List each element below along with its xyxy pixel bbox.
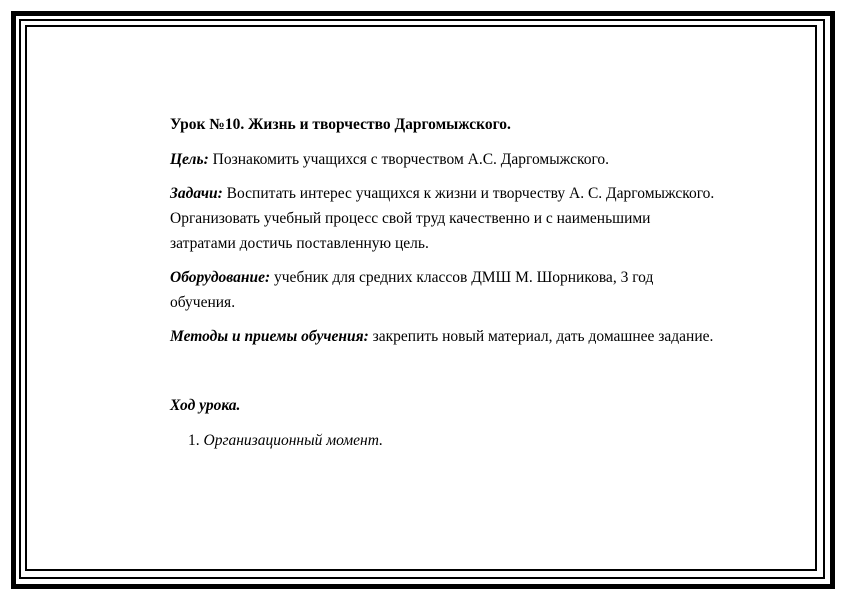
methods-text: закрепить новый материал, дать домашнее задание. <box>368 328 714 345</box>
equipment-label: Оборудование: <box>170 269 271 286</box>
goal-paragraph <box>170 147 715 172</box>
list-item-number: 1. <box>188 432 200 449</box>
goal-label: Цель: <box>170 151 209 168</box>
lesson-title: Урок №10. Жизнь и творчество Даргомыжского. <box>170 116 511 133</box>
list-item <box>170 428 715 453</box>
equipment-text: учебник для средних классов ДМШ М. Шорникова, 3 год обучения. <box>170 269 654 311</box>
methods-label: Методы и приемы обучения: <box>170 328 369 345</box>
tasks-label: Задачи: <box>170 185 223 202</box>
document-body <box>170 112 715 453</box>
course-title: Ход урока. <box>170 397 241 414</box>
tasks-text: Воспитать интерес учащихся к жизни и творчеству А. С. Даргомыжского. Организовать учебный процесс свой труд качественно и с наименьшими затратами достичь поставленную цель. <box>170 185 715 252</box>
methods-paragraph <box>170 324 715 349</box>
list-item-text: Организационный момент. <box>203 432 383 449</box>
equipment-paragraph <box>170 265 715 315</box>
tasks-paragraph <box>170 181 715 256</box>
goal-text: Познакомить учащихся с творчеством А.С. Даргомыжского. <box>208 151 610 168</box>
